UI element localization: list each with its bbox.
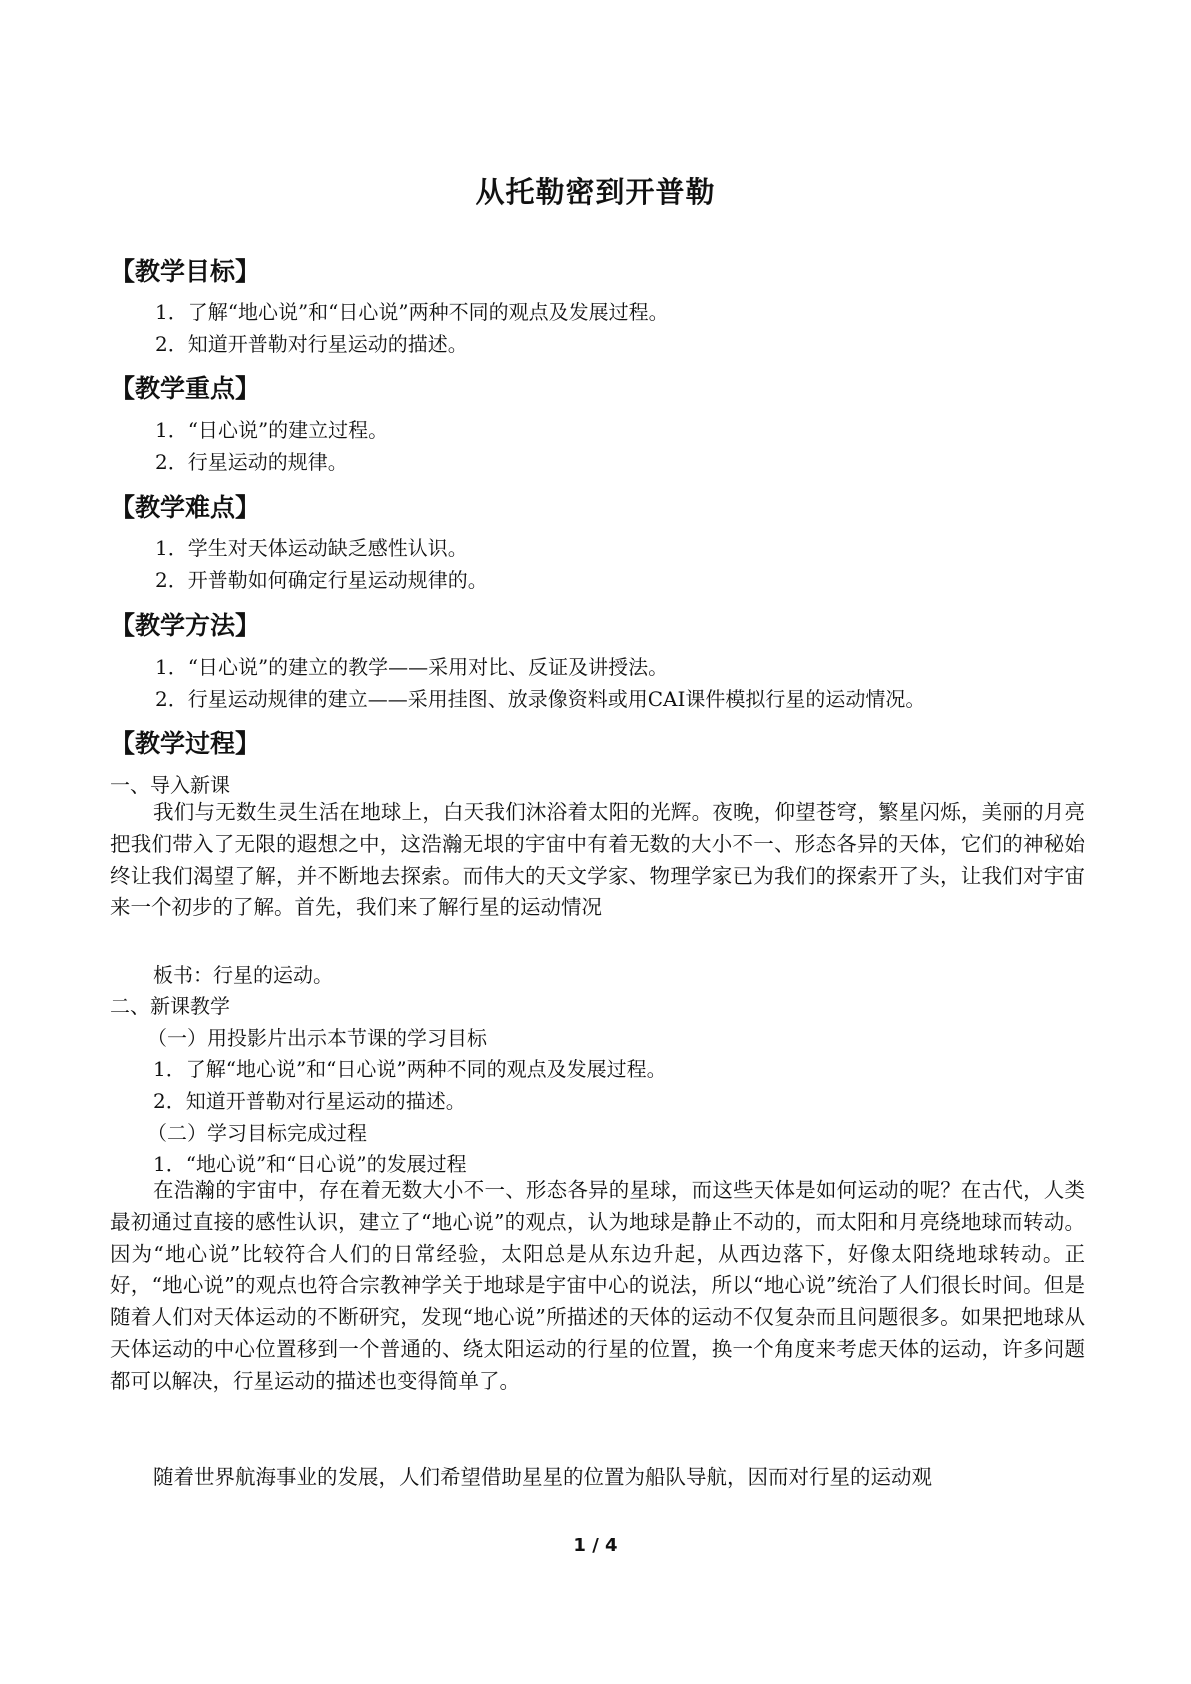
difficulty-item: 2．开普勒如何确定行星运动规律的。 [155,568,488,592]
heading-teaching-process: 【教学过程】 [110,729,261,758]
heading-teaching-goals: 【教学目标】 [110,257,261,286]
intro-text: 我们与无数生灵生活在地球上，白天我们沐浴着太阳的光辉。夜晚，仰望苍穹，繁星闪烁，美丽的月亮把我们带入了无限的遐想之中，这浩瀚无垠的宇宙中有着无数的大小不一、形态各异的天体，它们的神秘始终让我们渴望了解，并不断地去探索。而伟大的天文学家、物理学家已为我们的探索开了头，让我们对宇宙来一个初步的了解。首先，我们来了解行星的运动情况 [110,800,1085,920]
key-point-item: 1．“日心说”的建立过程。 [155,418,389,442]
method-item: 1．“日心说”的建立的教学——采用对比、反证及讲授法。 [155,655,669,679]
goal-item: 1．了解“地心说”和“日心说”两种不同的观点及发展过程。 [155,300,669,324]
goal-item: 2．知道开普勒对行星运动的描述。 [155,332,468,356]
page-number: 1 / 4 [573,1535,618,1556]
part1-title: 一、导入新课 [110,773,230,797]
intro-paragraph [110,797,1085,924]
body-text-2: 随着世界航海事业的发展，人们希望借助星星的位置为船队导航，因而对行星的运动观 [153,1465,933,1489]
key-point-item: 2．行星运动的规律。 [155,450,348,474]
subsection-2-item: 1．“地心说”和“日心说”的发展过程 [153,1152,467,1176]
objective-item: 2．知道开普勒对行星运动的描述。 [153,1089,466,1113]
body-text-1: 在浩瀚的宇宙中，存在着无数大小不一、形态各异的星球，而这些天体是如何运动的呢？在古代，人类最初通过直接的感性认识，建立了“地心说”的观点，认为地球是静止不动的，而太阳和月亮绕地球而转动。因为“地心说”比较符合人们的日常经验，太阳总是从东边升起，从西边落下，好像太阳绕地球转动。正好，“地心说”的观点也符合宗教神学关于地球是宇宙中心的说法，所以“地心说”统治了人们很长时间。但是随着人们对天体运动的不断研究，发现“地心说”所描述的天体的运动不仅复杂而且问题很多。如果把地球从天体运动的中心位置移到一个普通的、绕太阳运动的行星的位置，换一个角度来考虑天体的运动，许多问题都可以解决，行星运动的描述也变得简单了。 [110,1178,1085,1393]
part2-title: 二、新课教学 [110,994,230,1018]
heading-methods: 【教学方法】 [110,611,261,640]
difficulty-item: 1．学生对天体运动缺乏感性认识。 [155,536,468,560]
heading-key-points: 【教学重点】 [110,374,261,403]
subsection-1-title: （一）用投影片出示本节课的学习目标 [147,1026,487,1050]
body-paragraph-1 [110,1175,1085,1398]
objective-item: 1．了解“地心说”和“日心说”两种不同的观点及发展过程。 [153,1057,667,1081]
body-paragraph-2 [110,1462,1085,1494]
heading-difficulties: 【教学难点】 [110,493,261,522]
method-item: 2．行星运动规律的建立——采用挂图、放录像资料或用CAI课件模拟行星的运动情况。 [155,687,926,711]
subsection-2-title: （二）学习目标完成过程 [147,1121,367,1145]
board-note: 板书：行星的运动。 [153,963,333,987]
document-title: 从托勒密到开普勒 [475,175,716,209]
